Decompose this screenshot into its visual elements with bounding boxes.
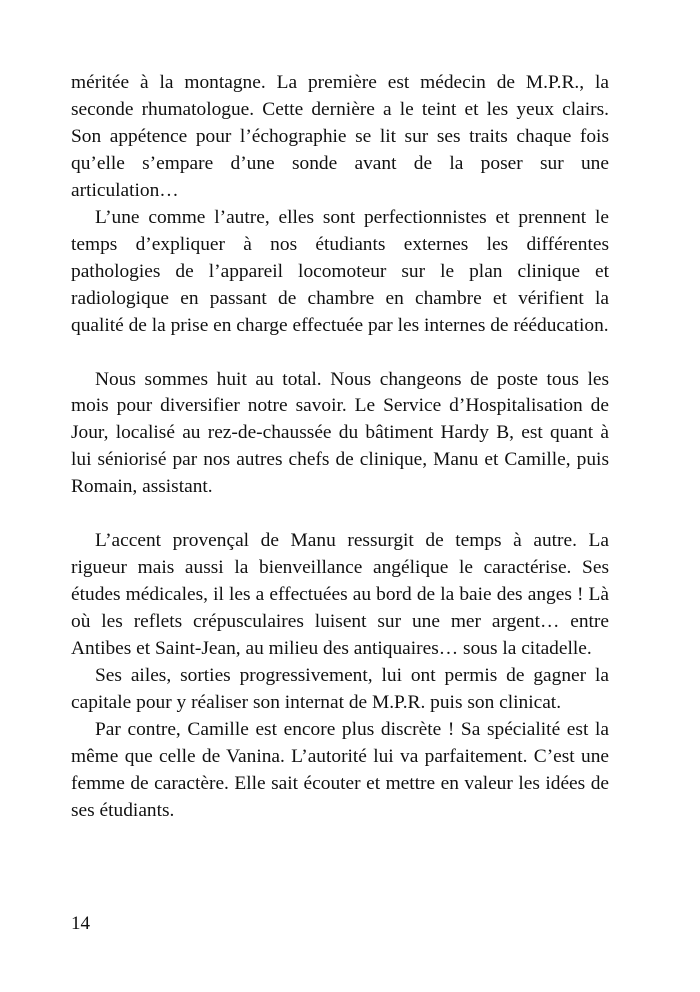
paragraph-2: L’une comme l’autre, elles sont perfectionnistes et prennent le temps d’expliquer à nos étudiants externes les différentes pathologies de l’appareil locomoteur sur le plan clinique et radiologique en passant de chambre en chambre et vérifient la qualité de la prise en charge effectuée par les internes de rééducation. xyxy=(71,206,609,336)
paragraph-6: Par contre, Camille est encore plus discrète ! Sa spécialité est la même que celle de Vanina. L’autorité lui va parfaitement. C’est une femme de caractère. Elle sait écouter et mettre en valeur les idées de ses étudiants. xyxy=(71,718,609,821)
paragraph-4: L’accent provençal de Manu ressurgit de temps à autre. La rigueur mais aussi la bienveillance angélique le caractérise. Ses études médicales, il les a effectuées au bord de la baie des anges ! Là où les reflets crépusculaires luisent sur une mer argent… entre Antibes et Saint-Jean, au milieu des antiquaires… sous la citadelle. xyxy=(71,530,609,660)
paragraph-3: Nous sommes huit au total. Nous changeons de poste tous les mois pour diversifier notre savoir. Le Service d’Hospitalisation de Jour, localisé au rez-de-chaussée du bâtiment Hardy B, est quant à lui séniorisé par nos autres chefs de clinique, Manu et Camille, puis Romain, assistant. xyxy=(71,368,609,498)
paragraph-1: méritée à la montagne. La première est médecin de M.P.R., la seconde rhumatologue. Cette dernière a le teint et les yeux clairs. Son appétence pour l’échographie se lit sur ses traits chaque fois qu’elle s’empare d’une sonde avant de la poser sur une articulation… xyxy=(71,72,609,201)
page-body xyxy=(71,70,609,825)
paragraph-5: Ses ailes, sorties progressivement, lui ont permis de gagner la capitale pour y réaliser son internat de M.P.R. puis son clinicat. xyxy=(71,665,609,714)
section-break xyxy=(71,340,609,367)
section-break xyxy=(71,501,609,528)
page-number: 14 xyxy=(71,913,90,934)
